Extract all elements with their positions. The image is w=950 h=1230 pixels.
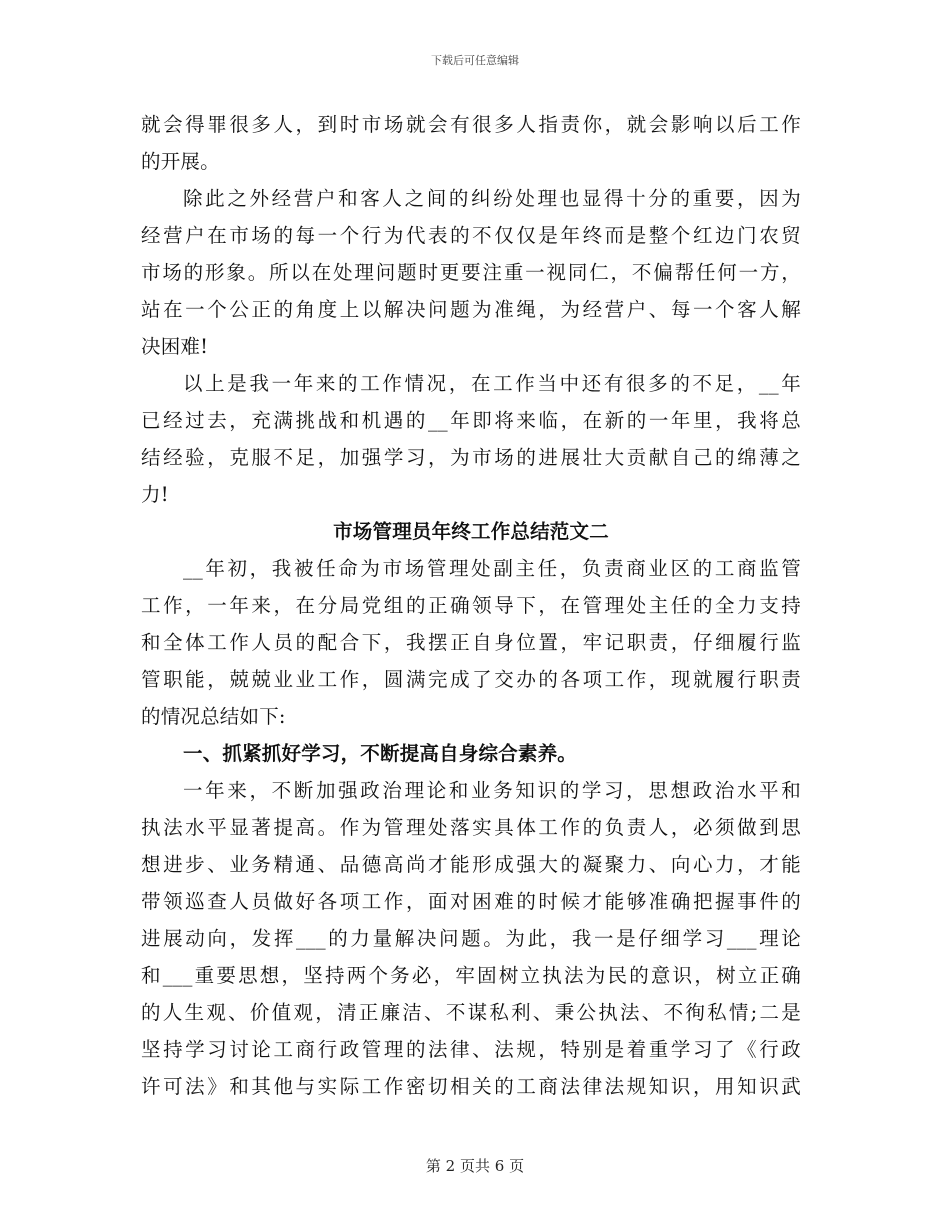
text-line: 的情况总结如下: xyxy=(141,705,286,728)
section-heading: 一、抓紧抓好学习，不断提高自身综合素养。 xyxy=(183,742,578,765)
text-line: 站在一个公正的角度上以解决问题为准绳，为经营户、每一个客人解 xyxy=(141,298,801,321)
text-line: __年初，我被任命为市场管理处副主任，负责商业区的工商监管 xyxy=(183,557,801,580)
text-line: 进展动向，发挥___的力量解决问题。为此，我一是仔细学习___理论 xyxy=(141,927,801,950)
text-line: 结经验，克服不足，加强学习，为市场的进展壮大贡献自己的绵薄之 xyxy=(141,446,801,469)
section-title: 市场管理员年终工作总结范文二 xyxy=(333,520,609,543)
text-line: 坚持学习讨论工商行政管理的法律、法规，特别是着重学习了《行政 xyxy=(141,1038,801,1061)
text-line: 力! xyxy=(141,483,169,506)
text-line: 一年来，不断加强政治理论和业务知识的学习，思想政治水平和 xyxy=(183,779,801,802)
text-line: 和___重要思想，坚持两个务必，牢固树立执法为民的意识，树立正确 xyxy=(141,964,801,987)
text-line: 经营户在市场的每一个行为代表的不仅仅是年终而是整个红边门农贸 xyxy=(141,224,801,247)
text-line: 已经过去，充满挑战和机遇的__年即将来临，在新的一年里，我将总 xyxy=(141,409,801,432)
text-line: 许可法》和其他与实际工作密切相关的工商法律法规知识，用知识武 xyxy=(141,1075,801,1098)
text-line: 决困难! xyxy=(141,335,209,358)
page-header: 下载后可任意编辑 xyxy=(431,54,519,67)
text-line: 市场的形象。所以在处理问题时更要注重一视同仁，不偏帮任何一方， xyxy=(141,261,801,284)
text-line: 带领巡查人员做好各项工作，面对困难的时候才能够准确把握事件的 xyxy=(141,890,801,913)
text-line: 执法水平显著提高。作为管理处落实具体工作的负责人，必须做到思 xyxy=(141,816,801,839)
text-line: 以上是我一年来的工作情况，在工作当中还有很多的不足，__年 xyxy=(183,372,801,395)
text-line: 和全体工作人员的配合下，我摆正自身位置，牢记职责，仔细履行监 xyxy=(141,631,801,654)
text-line: 的开展。 xyxy=(141,150,220,173)
text-line: 管职能，兢兢业业工作，圆满完成了交办的各项工作，现就履行职责 xyxy=(141,668,801,691)
text-line: 就会得罪很多人，到时市场就会有很多人指责你，就会影响以后工作 xyxy=(141,113,801,136)
text-line: 想进步、业务精通、品德高尚才能形成强大的凝聚力、向心力，才能 xyxy=(141,853,801,876)
text-line: 工作，一年来，在分局党组的正确领导下，在管理处主任的全力支持 xyxy=(141,594,801,617)
text-line: 除此之外经营户和客人之间的纠纷处理也显得十分的重要，因为 xyxy=(183,187,801,210)
text-line: 的人生观、价值观，清正廉洁、不谋私利、秉公执法、不徇私情;二是 xyxy=(141,1001,801,1024)
page-footer: 第 2 页共 6 页 xyxy=(425,1157,525,1175)
document-body xyxy=(141,106,801,1105)
